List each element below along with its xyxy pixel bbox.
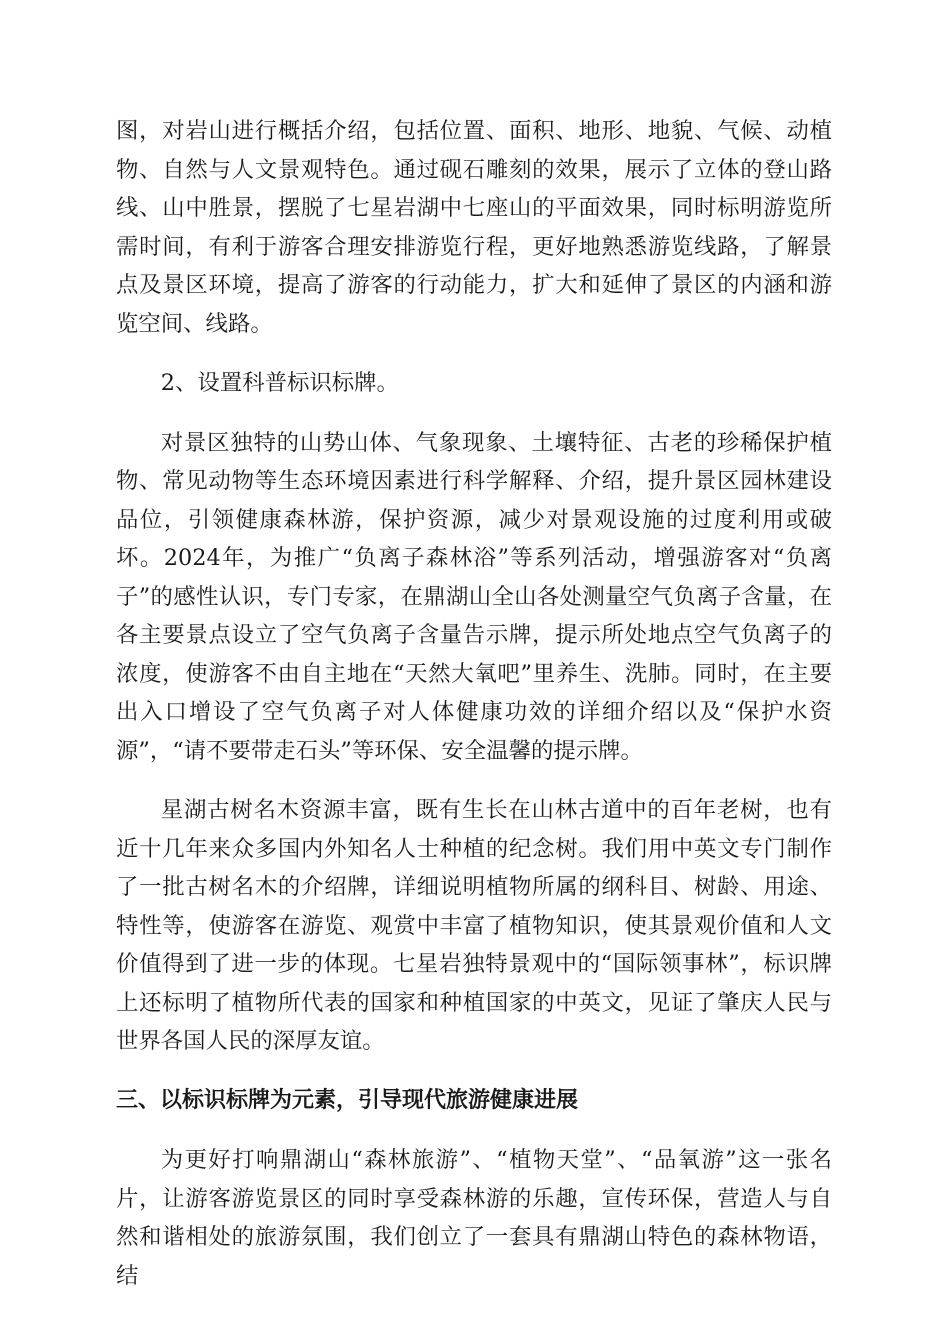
paragraph-ancient-trees: 星湖古树名木资源丰富，既有生长在山林古道中的百年老树，也有近十几年来众多国内外知名人士种植的纪念树。我们用中英文专门制作了一批古树名木的介绍牌，详细说明植物所属的纲科目、树龄、用途、特性等，使游客在游览、观赏中丰富了植物知识，使其景观价值和人文价值得到了进一步的体现。七星岩独特景观中的“国际领事林”，标识牌上还标明了植物所代表的国家和种植国家的中英文，见证了肇庆人民与世界各国人民的深厚友谊。 [116,797,832,1054]
section-heading: 三、以标识标牌为元素，引导现代旅游健康进展 [116,1087,579,1113]
paragraph-science-signs: 对景区独特的山势山体、气象现象、土壤特征、古老的珍稀保护植物、常见动物等生态环境因素进行科学解释、介绍，提升景区园林建设品位，引领健康森林游，保护资源，减少对景观设施的过度利用或破坏。2024年，为推广“负离子森林浴”等系列活动，增强游客对“负离子”的感性认识，专门专家，在鼎湖山全山各处测量空气负离子含量，在各主要景点设立了空气负离子含量告示牌，提示所处地点空气负离子的浓度，使游客不由自主地在“天然大氧吧”里养生、洗肺。同时，在主要出入口增设了空气负离子对人体健康功效的详细介绍以及“保护水资源”，“请不要带走石头”等环保、安全温馨的提示牌。 [116,429,832,764]
paragraph-item-2: 2、设置科普标识标牌。 [160,370,399,396]
document-body [116,112,832,1316]
paragraph-forest-tourism: 为更好打响鼎湖山“森林旅游”、“植物天堂”、“品氧游”这一张名片，让游客游览景区的同时享受森林游的乐趣，宣传环保，营造人与自然和谐相处的旅游氛围，我们创立了一套具有鼎湖山特色的森林物语，结 [116,1147,832,1289]
paragraph-overview: 图，对岩山进行概括介绍，包括位置、面积、地形、地貌、气候、动植物、自然与人文景观特色。通过砚石雕刻的效果，展示了立体的登山路线、山中胜景，摆脱了七星岩湖中七座山的平面效果，同时标明游览所需时间，有利于游客合理安排游览行程，更好地熟悉游览线路，了解景点及景区环境，提高了游客的行动能力，扩大和延伸了景区的内涵和游览空间、线路。 [116,118,832,337]
